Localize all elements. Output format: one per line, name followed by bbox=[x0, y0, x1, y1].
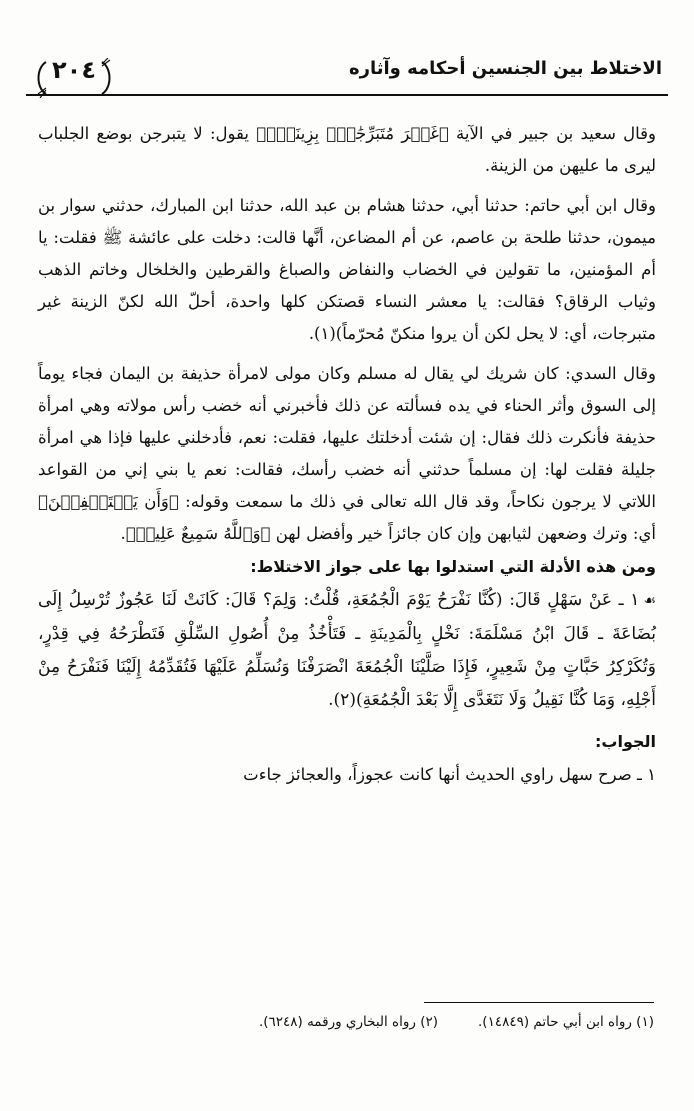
leaf-marker-icon: ☙ bbox=[643, 593, 656, 609]
main-text bbox=[38, 118, 656, 791]
running-title: الاختلاط بين الجنسين أحكامه وآثاره bbox=[348, 58, 662, 79]
footnote-rule bbox=[424, 1002, 654, 1003]
footnote-1: (١) رواه ابن أبي حاتم (١٤٨٤٩). bbox=[478, 1014, 654, 1030]
header-rule bbox=[26, 94, 668, 96]
footnotes bbox=[40, 1014, 654, 1030]
page-number-frame bbox=[34, 56, 114, 92]
page-number: ٢٠٤ bbox=[52, 56, 96, 84]
paragraph-said-ibn-jubayr: وقال سعيد بن جبير في الآية ﴿غَيۡرَ مُتَبَرِّجَٰتِۭ بِزِينَةٖۖ﴾ يقول: لا يتبرجن بوضع الجلباب ليرى ما عليهن من الزينة. bbox=[38, 124, 656, 175]
page-header bbox=[26, 50, 668, 100]
paragraph-ibn-abi-hatim: وقال ابن أبي حاتم: حدثنا أبي، حدثنا هشام بن عبد الله، حدثنا ابن المبارك، حدثني سوار بن ميمون، حدثنا طلحة بن عاصم، عن أم المضاعن، أنَّها قالت: دخلت على عائشة ﷺ فقلت: يا أم المؤمنين، ما تقولين في الخضاب والنفاض والصباغ والقرطين والخلخال وخاتم الذهب وثياب الرقاق؟ فقالت: يا معشر النساء قصتكن كلها واحدة، أحلّ الله لكنّ الزينة غير متبرجات، أي: لا يحل لكن أن يروا منكنّ مُحرّماً)(١). bbox=[38, 196, 656, 343]
answer-point-1: ١ ـ صرح سهل راوي الحديث أنها كانت عجوزاً، والعجائز جاءت bbox=[243, 765, 656, 784]
section-heading-answer: الجواب: bbox=[594, 732, 656, 751]
hadith-sahl bbox=[38, 584, 656, 717]
paragraph-al-suddi: وقال السدي: كان شريك لي يقال له مسلم وكان مولى لامرأة حذيفة بن اليمان فجاء يوماً إلى السوق وأثر الحناء في يده فسألته عن ذلك فأخبرني أنه خضب رأس مولاته وهي امرأة حذيفة فأنكرت ذلك فقال: إن شئت أدخلتك عليها، فقلت: نعم، فأدخلني عليها فإذا هي امرأة جليلة فقلت لها: إن مسلماً حدثني أنه خضب رأسك، فقالت: نعم يا بني إني من القواعد اللاتي لا يرجون نكاحاً، وقد قال الله تعالى في ذلك ما سمعت وقوله: ﴿وَأَن يَسۡتَعۡفِفۡنَ﴾ أي: وترك وضعهن لثيابهن وإن كان جائزاً خير وأفضل لهن ﴿وَٱللَّهُ سَمِيعٌ عَلِيمٞ﴾. bbox=[38, 364, 656, 543]
hadith-text: ١ ـ عَنْ سَهْلٍ قَالَ: (كُنَّا نَفْرَحُ يَوْمَ الْجُمُعَةِ، قُلْتُ: وَلِمَ؟ قَالَ: كَانَتْ لَنَا عَجُوزٌ تُرْسِلُ إِلَى بُضَاعَةَ ـ قَالَ ابْنُ مَسْلَمَةَ: نَخْلٍ بِالْمَدِينَةِ ـ فَتَأْخُذُ مِنْ أُصُولِ السِّلْقِ فَتَطْرَحُهُ فِي قِدْرٍ، وَتُكَرْكِرُ حَبَّاتٍ مِنْ شَعِيرٍ، فَإِذَا صَلَّيْنَا الْجُمُعَةَ انْصَرَفْنَا وَنُسَلِّمُ عَلَيْهَا فَتُقَدِّمُهُ إِلَيْنَا فَنَفْرَحُ مِنْ أَجْلِهِ، وَمَا كُنَّا نَقِيلُ وَلَا نَتَغَدَّى إِلَّا بَعْدَ الْجُمُعَةِ)(٢). bbox=[38, 590, 656, 710]
section-heading-evidence: ومن هذه الأدلة التي استدلوا بها على جواز الاختلاط: bbox=[250, 557, 656, 576]
ornament-right-icon bbox=[100, 58, 114, 98]
footnote-2: (٢) رواه البخاري ورقمه (٦٢٤٨). bbox=[258, 1014, 439, 1030]
